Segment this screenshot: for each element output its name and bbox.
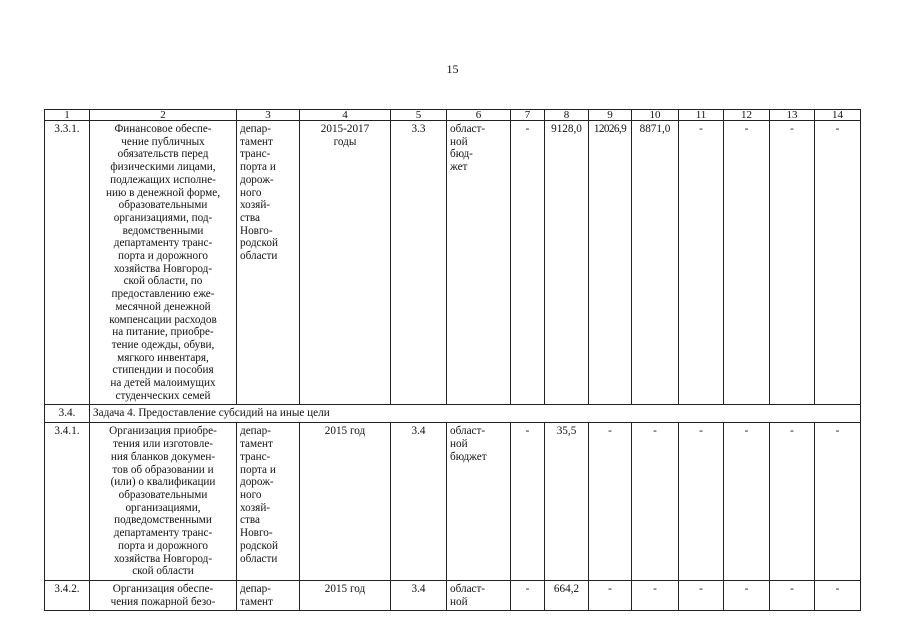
value-cell: - — [724, 121, 770, 405]
value-cell: - — [770, 121, 815, 405]
value-cell: - — [589, 423, 632, 580]
measure-name: Организация обеспе- чения пожарной безо- — [90, 580, 237, 610]
page-number: 15 — [446, 62, 459, 76]
value-cell: 664,2 — [545, 580, 589, 610]
table-row — [45, 423, 861, 580]
value-cell: - — [815, 580, 861, 610]
measure-name: Финансовое обеспе- чение публичных обязательств перед физическими лицами, подлежащих исполне- нию в денежной форме, образовательными организациями, под- ведомственными департаменту транс- порта и дорожного хозяйства Новгород- ской области, по предоставлению еже- месячной денежной компенсации расходов на питание, приобре- тение одежды, обуви, мягкого инвентаря, стипендии и пособия на детей малоимущих студенческих семей — [90, 121, 237, 405]
value-cell: - — [632, 580, 679, 610]
header-cell: 2 — [90, 110, 237, 121]
program-table — [44, 109, 861, 611]
value-cell: - — [770, 423, 815, 580]
header-cell: 10 — [632, 110, 679, 121]
header-cell: 9 — [589, 110, 632, 121]
value-cell: - — [511, 423, 545, 580]
value-cell: - — [679, 121, 724, 405]
value-cell: - — [815, 121, 861, 405]
value-cell: - — [679, 423, 724, 580]
value-cell: 35,5 — [545, 423, 589, 580]
header-cell: 1 — [45, 110, 90, 121]
header-cell: 4 — [300, 110, 391, 121]
row-number: 3.3.1. — [45, 121, 90, 405]
value-cell: - — [511, 121, 545, 405]
funding-source: област- ной бюд- жет — [447, 121, 511, 405]
header-cell: 7 — [511, 110, 545, 121]
header-cell: 6 — [447, 110, 511, 121]
target-indicator: 3.4 — [391, 423, 447, 580]
header-cell: 8 — [545, 110, 589, 121]
target-indicator: 3.4 — [391, 580, 447, 610]
header-cell: 11 — [679, 110, 724, 121]
table-row — [45, 580, 861, 610]
period: 2015-2017 годы — [300, 121, 391, 405]
executor: депар- тамент транс- порта и дорож- ного хозяй- ства Новго- родской области — [237, 423, 300, 580]
row-number: 3.4.2. — [45, 580, 90, 610]
value-cell: - — [724, 580, 770, 610]
header-cell: 5 — [391, 110, 447, 121]
table-header-row — [45, 110, 861, 121]
value-cell: - — [770, 580, 815, 610]
header-cell: 3 — [237, 110, 300, 121]
value-cell: - — [589, 580, 632, 610]
task-number: 3.4. — [45, 405, 90, 423]
row-number: 3.4.1. — [45, 423, 90, 580]
period: 2015 год — [300, 580, 391, 610]
value-cell: - — [511, 580, 545, 610]
value-cell: - — [632, 423, 679, 580]
header-cell: 12 — [724, 110, 770, 121]
task-row — [45, 405, 861, 423]
executor: депар- тамент — [237, 580, 300, 610]
funding-source: област- ной — [447, 580, 511, 610]
task-title: Задача 4. Предоставление субсидий на иные цели — [90, 405, 861, 423]
value-cell: - — [815, 423, 861, 580]
table-row — [45, 121, 861, 405]
executor: депар- тамент транс- порта и дорож- ного хозяй- ства Новго- родской области — [237, 121, 300, 405]
target-indicator: 3.3 — [391, 121, 447, 405]
value-cell: - — [679, 580, 724, 610]
header-cell: 14 — [815, 110, 861, 121]
value-cell: - — [724, 423, 770, 580]
header-cell: 13 — [770, 110, 815, 121]
value-cell: 8871,0 — [632, 121, 679, 405]
value-cell: 9128,0 — [545, 121, 589, 405]
period: 2015 год — [300, 423, 391, 580]
value-cell: 12026,9 — [589, 121, 632, 405]
measure-name: Организация приобре- тения или изготовле- ния бланков докумен- тов об образовании и (или) о квалификации образовательными организациями, подведомственными департаменту транс- порта и дорожного хозяйства Новгород- ской области — [90, 423, 237, 580]
funding-source: област- ной бюджет — [447, 423, 511, 580]
